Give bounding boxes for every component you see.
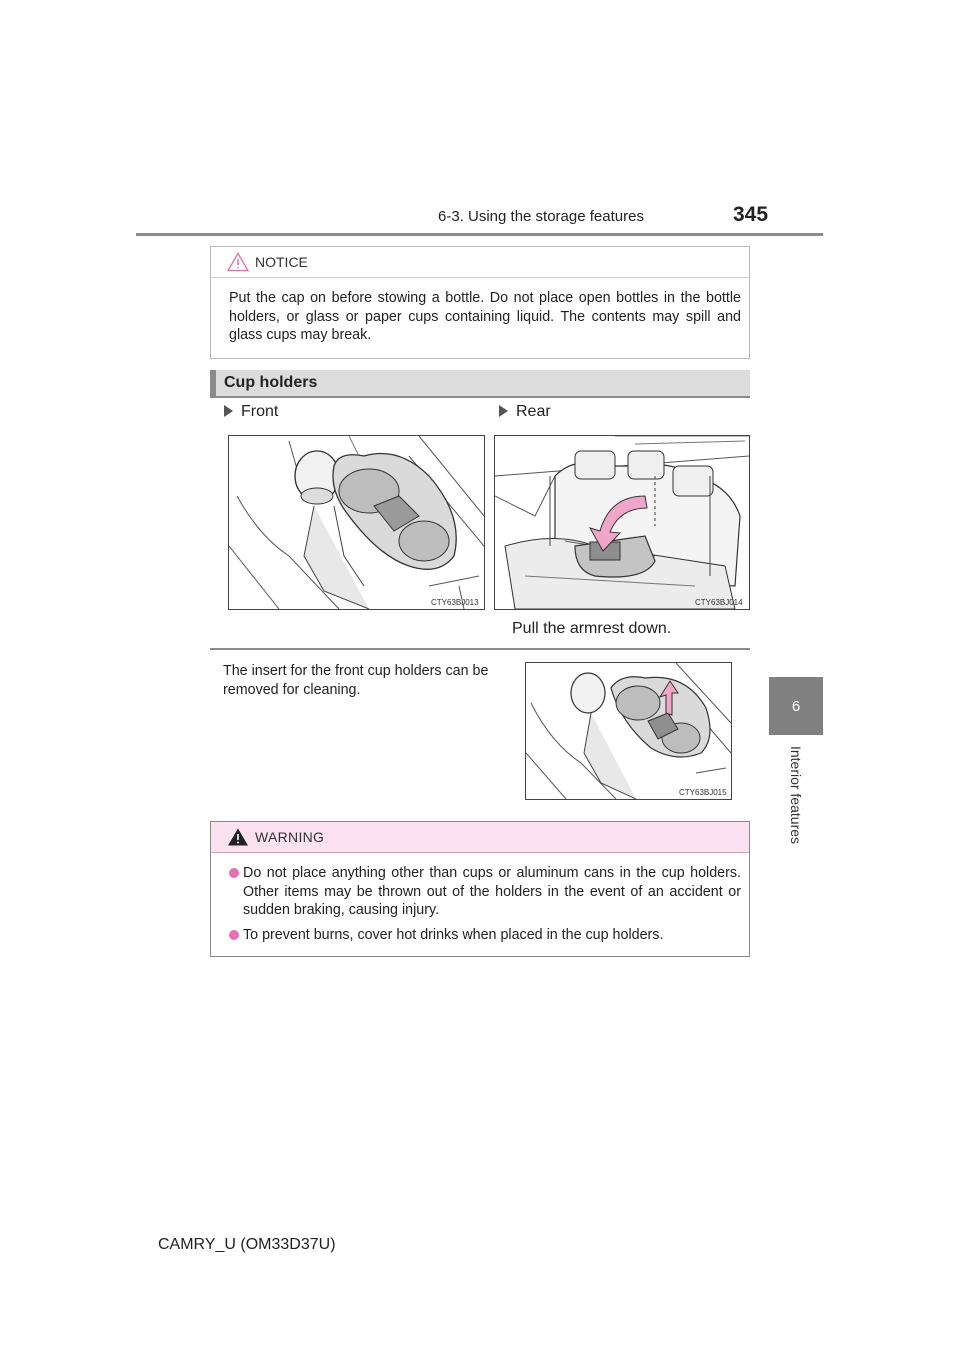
warning-triangle-icon: [227, 827, 249, 847]
header-rule: [136, 233, 823, 236]
notice-text: Put the cap on before stowing a bottle. Do not place open bottles in the bottle holders, or glass or paper cups containing liquid. The contents may spill and glass cups may break.: [229, 290, 741, 343]
notice-header: [211, 247, 749, 278]
insert-removal-illustration: [525, 662, 732, 800]
chapter-tab: [769, 677, 823, 735]
bullet-icon: [229, 868, 239, 878]
figure-code: CTY63BJ014: [695, 598, 743, 607]
warning-item-text: To prevent burns, cover hot drinks when placed in the cup holders.: [243, 926, 664, 943]
warning-item-text: Do not place anything other than cups or aluminum cans in the cup holders. Other items may be thrown out of the holders in the event of an accident or sudden braking, causing injury.: [243, 865, 741, 918]
chapter-title-tab: [769, 740, 823, 850]
section-rule: [210, 648, 750, 650]
list-item: [229, 926, 741, 945]
bullet-icon: [229, 930, 239, 940]
rear-label-text: Rear: [516, 403, 551, 420]
notice-title: NOTICE: [255, 254, 308, 270]
arrow-right-icon: [499, 405, 508, 417]
chapter-number: 6: [791, 697, 801, 715]
figure-code: CTY63BJ015: [679, 788, 727, 797]
insert-removal-drawing: [526, 663, 731, 799]
front-label: [224, 403, 278, 421]
front-label-text: Front: [241, 403, 279, 420]
section-accent: [210, 370, 216, 396]
section-title-bar: [210, 370, 750, 398]
arrow-right-icon: [224, 405, 233, 417]
rear-label: [499, 403, 551, 421]
notice-box: [210, 246, 750, 359]
caution-triangle-icon: [227, 252, 249, 272]
warning-header: [211, 822, 749, 853]
warning-box: [210, 821, 750, 957]
warning-title: WARNING: [255, 829, 325, 845]
rear-caption: Pull the armrest down.: [512, 620, 672, 637]
rear-seat-drawing: [495, 436, 749, 609]
chapter-title: Interior features: [788, 745, 804, 845]
section-heading: 6-3. Using the storage features: [438, 208, 644, 225]
rear-armrest-illustration: [494, 435, 750, 610]
front-console-drawing: [229, 436, 484, 609]
insert-description: The insert for the front cup holders can be removed for cleaning.: [223, 663, 489, 698]
figure-code: CTY63BJ013: [431, 598, 479, 607]
footer-model: CAMRY_U (OM33D37U): [158, 1236, 336, 1253]
list-item: [229, 864, 741, 920]
page-number: 345: [733, 203, 769, 226]
front-cup-holder-illustration: [228, 435, 485, 610]
section-title: Cup holders: [224, 374, 318, 391]
warning-list: [229, 864, 741, 950]
